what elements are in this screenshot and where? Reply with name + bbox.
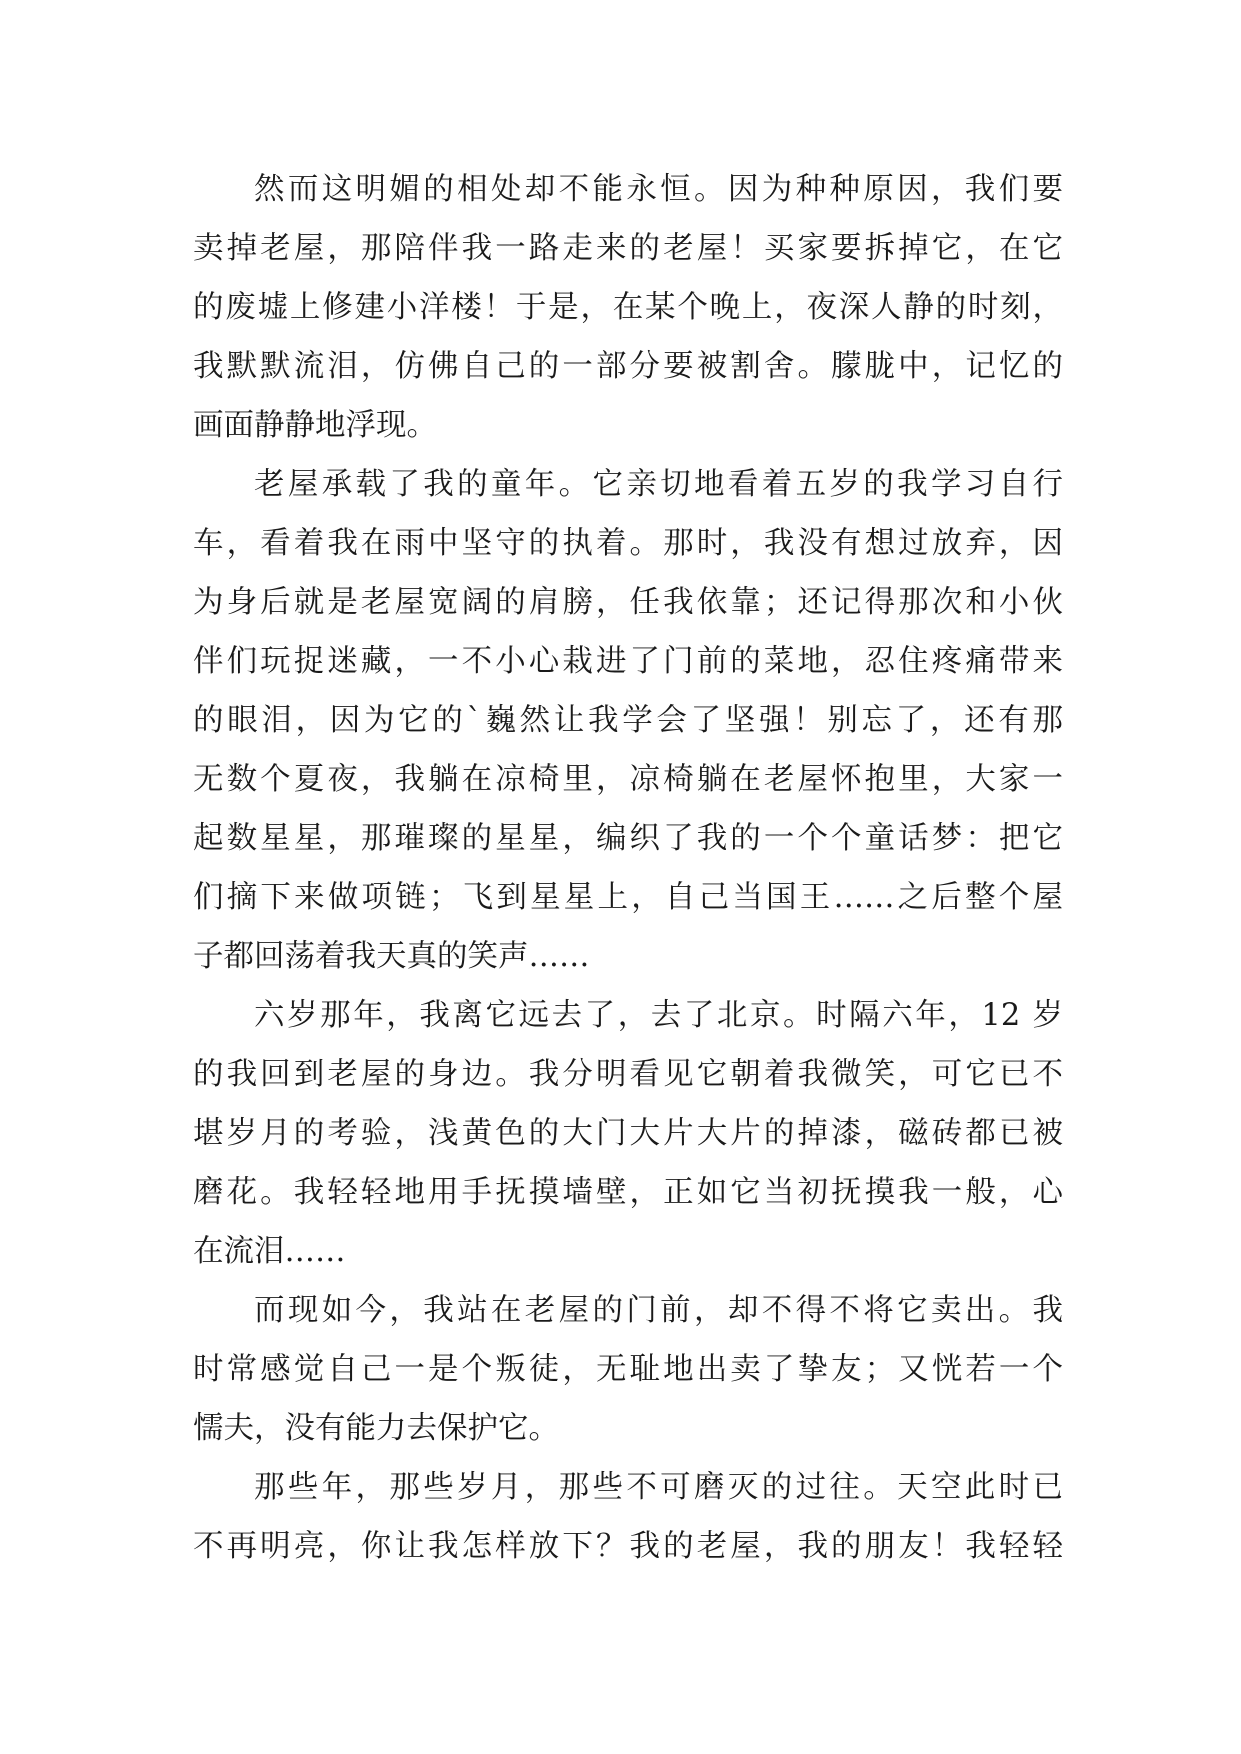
paragraph — [193, 1281, 1063, 1458]
text-line: 老屋承载了我的童年。它亲切地看着五岁的我学习自行 — [254, 467, 1063, 502]
essay-body — [193, 160, 1063, 1576]
text-line: 的眼泪，因为它的`巍然让我学会了坚强！别忘了，还有那 — [193, 703, 1063, 738]
text-line: 画面静静地浮现。 — [193, 408, 437, 443]
paragraph — [193, 986, 1063, 1281]
paragraph — [193, 455, 1063, 986]
text-line: 子都回荡着我天真的笑声…… — [193, 939, 590, 974]
paragraph — [193, 160, 1063, 455]
text-line: 卖掉老屋，那陪伴我一路走来的老屋！买家要拆掉它，在它 — [193, 231, 1063, 266]
text-line: 车，看着我在雨中坚守的执着。那时，我没有想过放弃，因 — [193, 526, 1063, 561]
text-line: 堪岁月的考验，浅黄色的大门大片大片的掉漆，磁砖都已被 — [193, 1116, 1063, 1151]
text-line: 不再明亮，你让我怎样放下？我的老屋，我的朋友！我轻轻 — [193, 1529, 1063, 1564]
text-line: 无数个夏夜，我躺在凉椅里，凉椅躺在老屋怀抱里，大家一 — [193, 762, 1063, 797]
text-line: 为身后就是老屋宽阔的肩膀，任我依靠；还记得那次和小伙 — [193, 585, 1063, 620]
text-line: 我默默流泪，仿佛自己的一部分要被割舍。朦胧中，记忆的 — [193, 349, 1063, 384]
text-line: 那些年，那些岁月，那些不可磨灭的过往。天空此时已 — [254, 1470, 1063, 1505]
text-line: 在流泪…… — [193, 1234, 346, 1269]
text-line: 的废墟上修建小洋楼！于是，在某个晚上，夜深人静的时刻， — [193, 290, 1063, 325]
text-line: 而现如今，我站在老屋的门前，却不得不将它卖出。我 — [254, 1293, 1063, 1328]
text-line: 起数星星，那璀璨的星星，编织了我的一个个童话梦：把它 — [193, 821, 1063, 856]
text-line: 时常感觉自己一是个叛徒，无耻地出卖了挚友；又恍若一个 — [193, 1352, 1063, 1387]
text-line: 伴们玩捉迷藏，一不小心栽进了门前的菜地，忍住疼痛带来 — [193, 644, 1063, 679]
text-line: 的我回到老屋的身边。我分明看见它朝着我微笑，可它已不 — [193, 1057, 1063, 1092]
text-line: 然而这明媚的相处却不能永恒。因为种种原因，我们要 — [254, 172, 1063, 207]
paragraph — [193, 1458, 1063, 1576]
text-line: 们摘下来做项链；飞到星星上，自己当国王……之后整个屋 — [193, 880, 1063, 915]
text-line: 六岁那年，我离它远去了，去了北京。时隔六年，12 岁 — [254, 998, 1063, 1033]
text-line: 懦夫，没有能力去保护它。 — [193, 1411, 559, 1446]
text-line: 磨花。我轻轻地用手抚摸墙壁，正如它当初抚摸我一般，心 — [193, 1175, 1063, 1210]
